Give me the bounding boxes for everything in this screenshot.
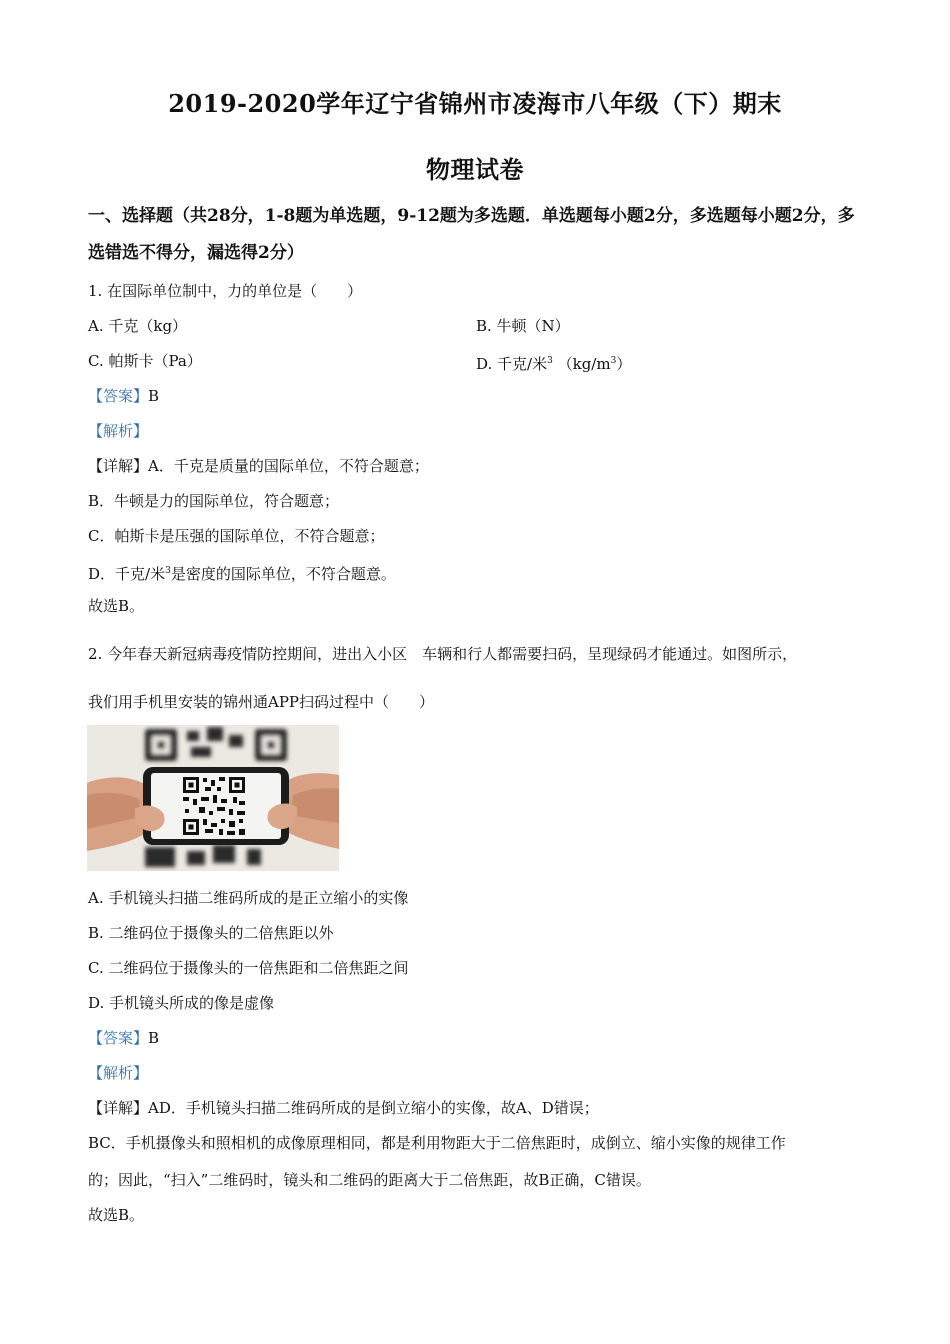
q2-stem-line2: 我们用手机里安装的锦州通APP扫码过程中（ ） — [88, 693, 435, 711]
qr-scan-illustration — [87, 725, 339, 871]
q2-option-c: C. 二维码位于摄像头的一倍焦距和二倍焦距之间 — [88, 959, 409, 977]
q1-option-a: A. 千克（kg） — [88, 317, 188, 335]
q1-option-c: C. 帕斯卡（Pa） — [88, 352, 202, 370]
q1-analysis-tag: 【解析】 — [88, 422, 149, 440]
q1-answer: 【答案】B — [88, 387, 160, 405]
q2-option-a: A. 手机镜头扫描二维码所成的是正立缩小的实像 — [88, 889, 409, 907]
q2-analysis-tag: 【解析】 — [88, 1064, 149, 1082]
q2-option-d: D. 手机镜头所成的像是虚像 — [88, 994, 275, 1012]
q2-option-b: B. 二维码位于摄像头的二倍焦距以外 — [88, 924, 334, 942]
q1-stem: 1. 在国际单位制中，力的单位是（ ） — [88, 282, 363, 300]
q1-detail-c: C．帕斯卡是压强的国际单位，不符合题意； — [88, 527, 385, 545]
q2-answer: 【答案】B — [88, 1029, 160, 1047]
q1-conclusion: 故选B。 — [88, 597, 145, 615]
q1-option-b: B. 牛顿（N） — [476, 317, 570, 335]
q1-detail-a: 【详解】A．千克是质量的国际单位，不符合题意； — [88, 457, 429, 475]
q2-detail-1: 【详解】AD．手机镜头扫描二维码所成的是倒立缩小的实像，故A、D错误； — [88, 1099, 599, 1117]
doc-title-line1: 2019-2020学年辽宁省锦州市凌海市八年级（下）期末 — [168, 89, 782, 118]
q1-detail-b: B．牛顿是力的国际单位，符合题意； — [88, 492, 340, 510]
q2-detail-2: BC．手机摄像头和照相机的成像原理相同，都是利用物距大于二倍焦距时，成倒立、缩小实像的规律工作 — [88, 1134, 786, 1152]
q2-stem-line1: 2. 今年春天新冠病毒疫情防控期间，进出入小区 车辆和行人都需要扫码，呈现绿码才能通过。如图所示， — [88, 645, 798, 663]
q1-detail-d: D．千克/米$^3$是密度的国际单位，不符合题意。 — [88, 565, 396, 583]
q1-option-d: D. 千克/米$^3$ $(kg/m^3)$ — [476, 355, 632, 373]
qr-scan-photo — [87, 725, 339, 871]
section-heading: 一、选择题（共28分，1-8题为单选题，9-12题为多选题．单选题每小题2分，多选题每小题2分，多选错选不得分，漏选得2分） — [88, 206, 855, 263]
q2-detail-3: 的；因此，“扫入”二维码时，镜头和二维码的距离大于二倍焦距，故B正确，C错误。 — [88, 1171, 651, 1189]
doc-title-line2: 物理试卷 — [426, 155, 524, 184]
q2-conclusion: 故选B。 — [88, 1206, 145, 1224]
